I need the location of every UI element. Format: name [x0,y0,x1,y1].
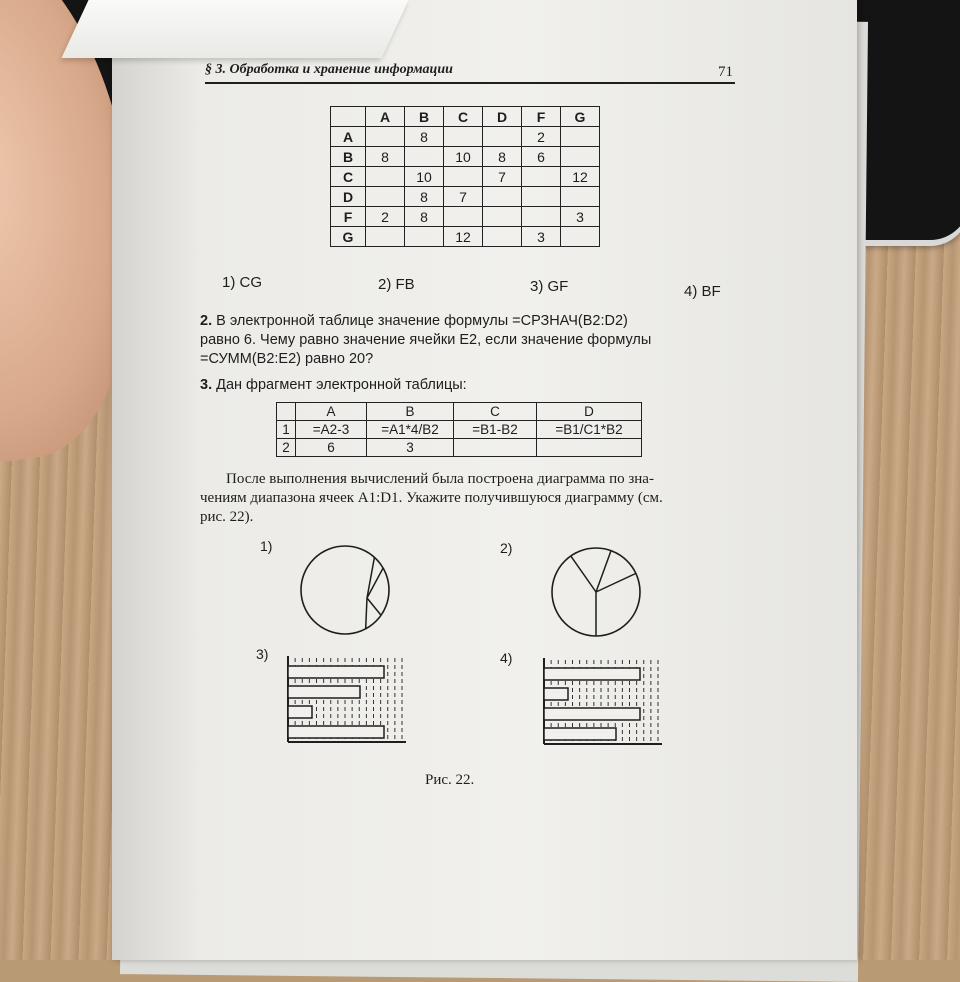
task-2-line-3: =СУММ(B2:E2) равно 20? [200,351,374,367]
table-cell: 8 [405,207,444,227]
pie-outline [301,546,389,634]
section-header: § 3. Обработка и хранение информации [205,62,453,77]
column-header [277,403,296,421]
column-header: A [366,107,405,127]
task-2-number: 2. [200,313,213,329]
column-header: A [296,403,367,421]
table-cell: 6 [296,439,367,457]
table-cell: 3 [367,439,454,457]
row-header: A [331,127,366,147]
column-header: C [444,107,483,127]
figure-label-4: 4) [500,650,513,666]
table-cell: 8 [366,147,405,167]
bar [288,706,312,718]
bar [544,728,616,740]
row-header: 2 [277,439,296,457]
pie-slice-edge [366,598,367,629]
table-cell [561,127,600,147]
table-cell [522,187,561,207]
row-header: F [331,207,366,227]
table-cell [561,227,600,247]
table-cell [522,167,561,187]
page-number: 71 [718,64,733,80]
table-cell [483,207,522,227]
table-row [277,421,642,439]
column-header: F [522,107,561,127]
table-cell: 2 [366,207,405,227]
column-header: G [561,107,600,127]
table-cell [366,227,405,247]
task-2 [200,312,720,369]
table-cell [561,147,600,167]
adjacency-table [330,106,600,247]
table-row [331,147,600,167]
table-row [277,403,642,421]
table-cell: =B1-B2 [454,421,537,439]
table-cell: 10 [405,167,444,187]
paragraph-line-2: чениям диапазона ячеек A1:D1. Укажите получившуюся диаграмму (см. [200,490,663,506]
bar [288,726,384,738]
column-header: B [367,403,454,421]
table-cell [366,127,405,147]
header-rule [205,82,735,84]
table-cell [483,127,522,147]
column-header: C [454,403,537,421]
table-cell: 12 [561,167,600,187]
table-cell: 8 [405,127,444,147]
task-2-line-2: равно 6. Чему равно значение ячейки E2, если значение формулы [200,332,652,348]
pie-slice-edge [571,556,596,592]
paragraph-line-3: рис. 22). [200,509,254,525]
table-cell: 10 [444,147,483,167]
task-3-intro [200,376,467,395]
bar-chart-option-3 [282,656,412,748]
table-row [331,127,600,147]
table-cell: 8 [405,187,444,207]
paragraph-line-1: После выполнения вычислений была построена диаграмма по зна- [226,471,654,487]
column-header: D [483,107,522,127]
table-cell [483,227,522,247]
table-row [331,207,600,227]
table-row [331,167,600,187]
table-cell [366,167,405,187]
figure-label-2: 2) [500,540,513,556]
task-3-number: 3. [200,377,213,393]
answer-option-4: 4) BF [684,283,721,300]
table-cell [444,167,483,187]
table-cell [561,187,600,207]
column-header [331,107,366,127]
table-cell [444,127,483,147]
table-cell: 3 [561,207,600,227]
table-cell [537,439,642,457]
table-cell [405,227,444,247]
answer-option-3: 3) GF [530,278,569,295]
pie-chart-option-2 [546,542,646,642]
column-header: B [405,107,444,127]
row-header: G [331,227,366,247]
column-header: D [537,403,642,421]
table-cell: 7 [444,187,483,207]
table-cell [366,187,405,207]
table-cell: =A1*4/B2 [367,421,454,439]
row-header: 1 [277,421,296,439]
table-cell [522,207,561,227]
bar-chart-option-4 [538,658,668,750]
bar [544,708,640,720]
spreadsheet-fragment [276,402,642,457]
table-row [331,187,600,207]
task-3-paragraph [200,470,726,527]
folded-page-corner [61,0,408,58]
pie-slice-edge [367,598,381,615]
table-cell: 3 [522,227,561,247]
table-cell [454,439,537,457]
task-3-intro-text: Дан фрагмент электронной таблицы: [216,377,467,393]
table-cell: =B1/C1*B2 [537,421,642,439]
row-header: D [331,187,366,207]
table-cell: 7 [483,167,522,187]
row-header: B [331,147,366,167]
answer-option-1: 1) CG [222,274,263,291]
task-2-line-1: В электронной таблице значение формулы =СРЗНАЧ(B2:D2) [216,313,628,329]
figure-label-1: 1) [260,538,273,554]
table-row [331,107,600,127]
bar [288,666,384,678]
bar [288,686,360,698]
table-cell: 2 [522,127,561,147]
table-cell: 12 [444,227,483,247]
answer-option-2: 2) FB [378,276,415,293]
figure-label-3: 3) [256,646,269,662]
pie-chart-option-1 [295,540,395,640]
table-cell [405,147,444,167]
table-cell: 8 [483,147,522,167]
table-row [331,227,600,247]
bar [544,688,568,700]
table-cell [483,187,522,207]
table-cell: =A2-3 [296,421,367,439]
row-header: C [331,167,366,187]
bar [544,668,640,680]
figure-caption: Рис. 22. [425,772,475,788]
table-cell: 6 [522,147,561,167]
table-row [277,439,642,457]
table-cell [444,207,483,227]
